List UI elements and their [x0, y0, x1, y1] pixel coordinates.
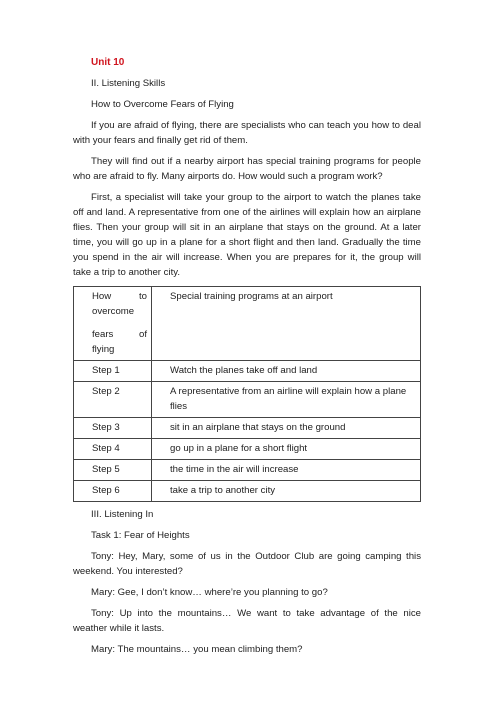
step-text: the time in the air will increase	[152, 460, 421, 481]
step-text: take a trip to another city	[152, 481, 421, 502]
step-label: Step 6	[74, 481, 152, 502]
table-row	[74, 439, 421, 460]
table-header-left	[74, 287, 152, 361]
step-label: Step 3	[74, 418, 152, 439]
paragraph-1: If you are afraid of flying, there are specialists who can teach you how to deal with your fears and finally get rid of them.	[73, 120, 421, 146]
header-left-line: overcome	[92, 306, 135, 317]
dialogue-line: Mary: The mountains… you mean climbing them?	[91, 644, 303, 655]
header-left-line: How to	[92, 291, 147, 302]
table-row	[74, 361, 421, 382]
header-left-line: flying	[92, 344, 115, 355]
step-text: Watch the planes take off and land	[152, 361, 421, 382]
step-label: Step 1	[74, 361, 152, 382]
passage-title: How to Overcome Fears of Flying	[91, 99, 234, 110]
task-heading: Task 1: Fear of Heights	[91, 530, 190, 541]
header-left-line: fears of	[92, 329, 147, 340]
table-header-row	[74, 287, 421, 361]
step-label: Step 5	[74, 460, 152, 481]
dialogue-line: Tony: Up into the mountains… We want to take advantage of the nice weather while it lasts.	[73, 608, 421, 634]
step-label: Step 2	[74, 382, 152, 418]
table-row	[74, 481, 421, 502]
steps-table	[73, 286, 421, 502]
document-page	[73, 55, 421, 663]
paragraph-2: They will find out if a nearby airport has special training programs for people who are afraid to fly. Many airports do. How would such a program work?	[73, 156, 421, 182]
table-header-right: Special training programs at an airport	[152, 287, 421, 361]
step-text: A representative from an airline will explain how a plane flies	[152, 382, 421, 418]
table-row	[74, 460, 421, 481]
step-label: Step 4	[74, 439, 152, 460]
section-heading-listening-skills: II. Listening Skills	[91, 78, 166, 89]
table-row	[74, 418, 421, 439]
step-text: go up in a plane for a short flight	[152, 439, 421, 460]
dialogue-line: Tony: Hey, Mary, some of us in the Outdoor Club are going camping this weekend. You interested?	[73, 551, 421, 577]
section-heading-listening-in: III. Listening In	[91, 509, 154, 520]
paragraph-3: First, a specialist will take your group to the airport to watch the planes take off and land. A representative from one of the airlines will explain how an airplane flies. Then your group will sit in an airplane that stays on the ground. At a later time, you will go up in a plane for a short flight and then land. Gradually the time you spend in the air will increase. When you are prepares for it, the group will take a trip to another city.	[73, 192, 421, 278]
unit-heading: Unit 10	[91, 57, 125, 68]
dialogue-line: Mary: Gee, I don’t know… where’re you planning to go?	[91, 587, 328, 598]
step-text: sit in an airplane that stays on the ground	[152, 418, 421, 439]
table-row	[74, 382, 421, 418]
